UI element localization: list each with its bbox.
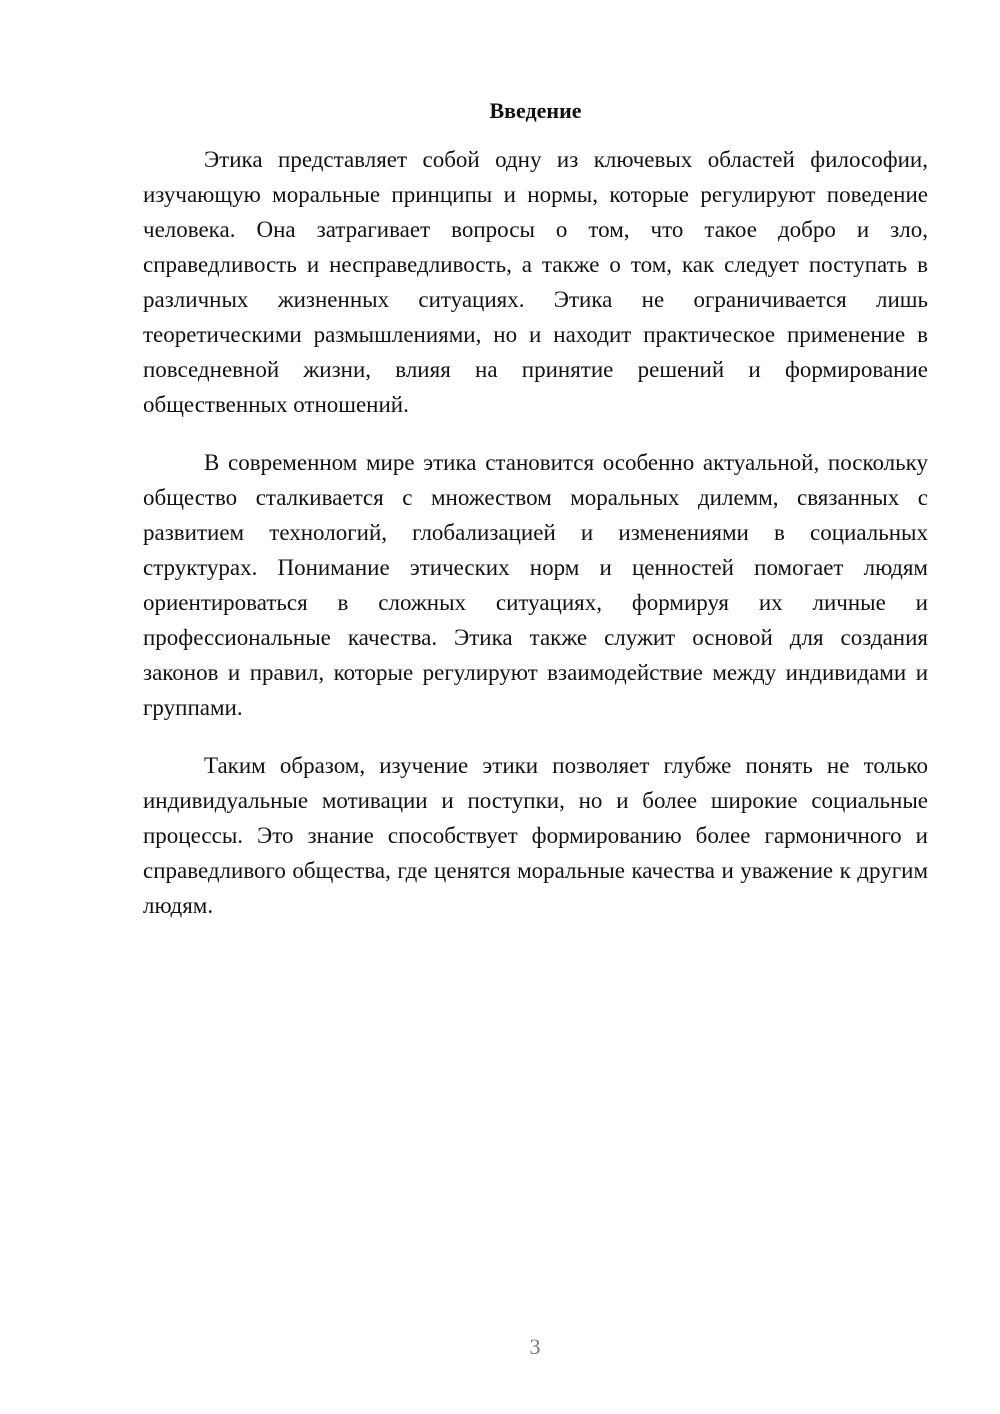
section-heading: Введение xyxy=(489,98,582,123)
page-number: 3 xyxy=(529,1334,541,1359)
paragraph-2: В современном мире этика становится особенно актуальной, поскольку общество сталкивается с множеством моральных дилемм, связанных с развитием технологий, глобализацией и изменениями в социальных структурах. Понимание этических норм и ценностей помогает людям ориентироваться в сложных ситуациях, формируя их личные и профессиональные качества. Этика также служит основой для создания законов и правил, которые регулируют взаимодействие между индивидами и группами. xyxy=(143,450,928,720)
paragraph-1: Этика представляет собой одну из ключевых областей философии, изучающую моральные принципы и нормы, которые регулируют поведение человека. Она затрагивает вопросы о том, что такое добро и зло, справедливость и несправедливость, а также о том, как следует поступать в различных жизненных ситуациях. Этика не ограничивается лишь теоретическими размышлениями, но и находит практическое применение в повседневной жизни, влияя на принятие решений и формирование общественных отношений. xyxy=(143,147,928,417)
paragraph-3: Таким образом, изучение этики позволяет глубже понять не только индивидуальные мотивации и поступки, но и более широкие социальные процессы. Это знание способствует формированию более гармоничного и справедливого общества, где ценятся моральные качества и уважение к другим людям. xyxy=(143,753,928,918)
body-text xyxy=(143,142,928,946)
